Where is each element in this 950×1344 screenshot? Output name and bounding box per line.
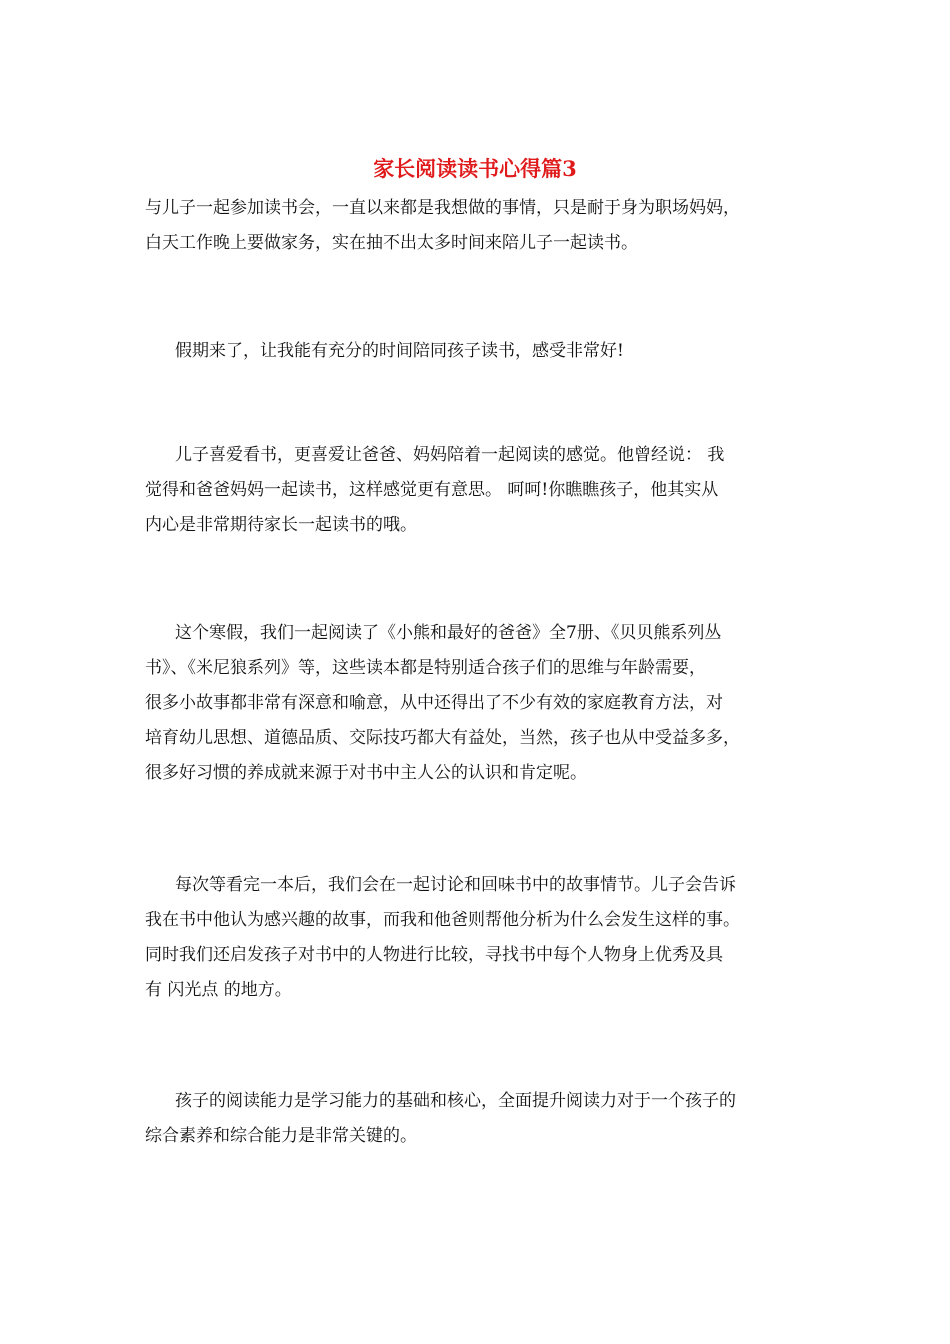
paragraph-line: 这个寒假，我们一起阅读了《小熊和最好的爸爸》全7册、《贝贝熊系列丛: [175, 623, 722, 643]
paragraph-2: [145, 334, 810, 369]
paragraph-line: 很多小故事都非常有深意和喻意，从中还得出了不少有效的家庭教育方法，对: [145, 693, 723, 713]
paragraph-line: 儿子喜爱看书，更喜爱让爸爸、妈妈陪着一起阅读的感觉。他曾经说： 我: [175, 445, 725, 465]
paragraph-line: 书》、《米尼狼系列》等，这些读本都是特别适合孩子们的思维与年龄需要，: [145, 658, 706, 678]
paragraph-line: 每次等看完一本后，我们会在一起讨论和回味书中的故事情节。儿子会告诉: [175, 875, 736, 895]
paragraph-line: 内心是非常期待家长一起读书的哦。: [145, 515, 417, 535]
paragraph-line: 综合素养和综合能力是非常关键的。: [145, 1126, 417, 1146]
paragraph-line: 假期来了，让我能有充分的时间陪同孩子读书，感受非常好!: [175, 341, 624, 361]
paragraph-line: 培育幼儿思想、道德品质、交际技巧都大有益处，当然，孩子也从中受益多多，: [145, 728, 740, 748]
paragraph-4: [145, 616, 810, 791]
paragraph-line: 同时我们还启发孩子对书中的人物进行比较，寻找书中每个人物身上优秀及具: [145, 945, 723, 965]
paragraph-5: [145, 868, 810, 1008]
paragraph-line: 我在书中他认为感兴趣的故事，而我和他爸则帮他分析为什么会发生这样的事。: [145, 910, 740, 930]
paragraph-line: 有 闪光点 的地方。: [145, 980, 292, 1000]
paragraph-6: [145, 1084, 810, 1154]
paragraph-line: 白天工作晚上要做家务，实在抽不出太多时间来陪儿子一起读书。: [145, 233, 638, 253]
paragraph-line: 觉得和爸爸妈妈一起读书，这样感觉更有意思。 呵呵!你瞧瞧孩子，他其实从: [145, 480, 719, 500]
paragraph-3: [145, 438, 810, 543]
document-title: 家长阅读读书心得篇3: [373, 156, 577, 181]
paragraph-line: 孩子的阅读能力是学习能力的基础和核心，全面提升阅读力对于一个孩子的: [175, 1091, 736, 1111]
paragraph-line: 与儿子一起参加读书会，一直以来都是我想做的事情，只是耐于身为职场妈妈，: [145, 198, 740, 218]
paragraph-1: [145, 191, 810, 261]
paragraph-line: 很多好习惯的养成就来源于对书中主人公的认识和肯定呢。: [145, 763, 587, 783]
